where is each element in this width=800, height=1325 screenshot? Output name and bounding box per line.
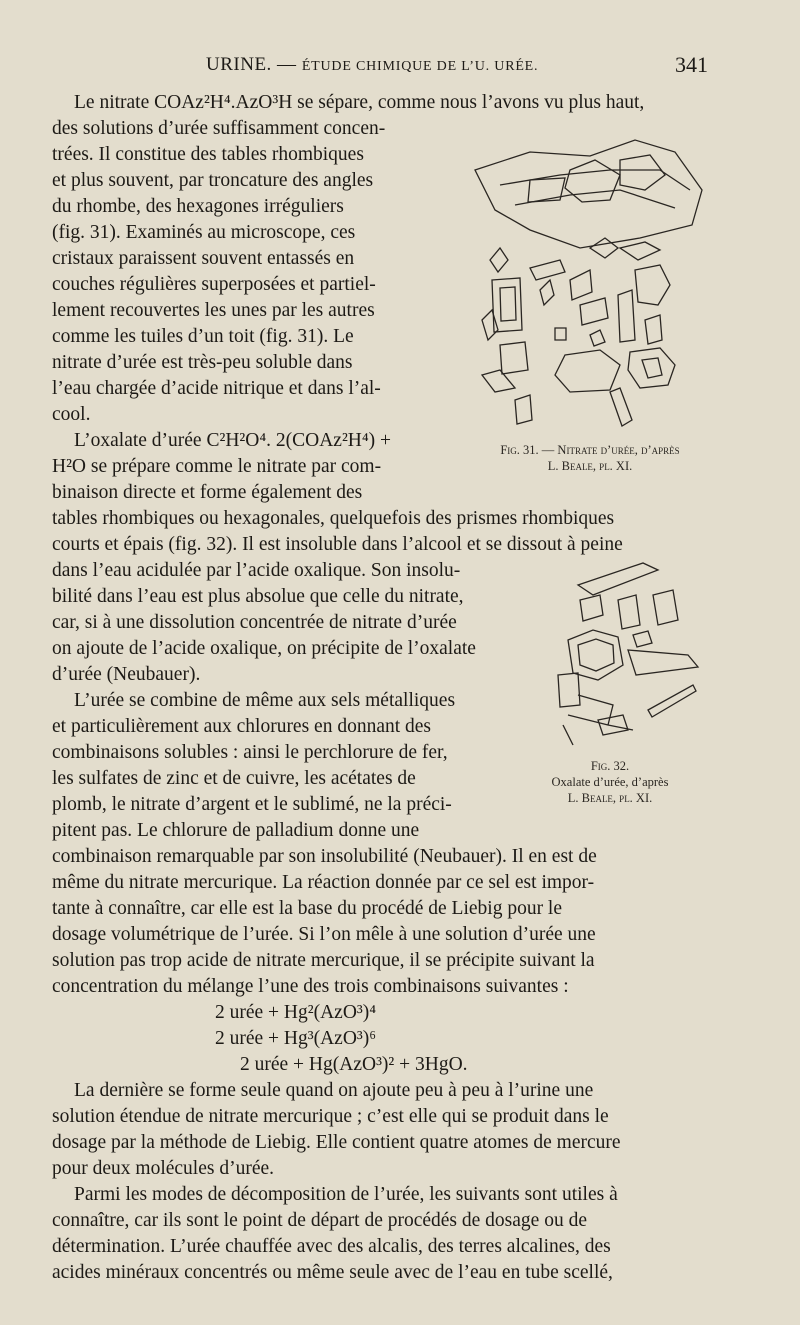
- text-line: Parmi les modes de décomposition de l’urée, les suivants sont utiles à: [74, 1184, 618, 1205]
- text-line: les sulfates de zinc et de cuivre, les acétates de: [52, 768, 416, 789]
- text-line: pour deux molécules d’urée.: [52, 1158, 275, 1179]
- crystal-prism: [628, 650, 698, 675]
- crystal-cluster: [475, 140, 702, 248]
- text-line: bilité dans l’eau est plus absolue que celle du nitrate,: [52, 586, 464, 607]
- crystal-prism: [618, 290, 635, 342]
- crystal-rhomb-inner: [642, 358, 662, 378]
- text-line: concentration du mélange l’une des trois combinaisons suivantes :: [52, 976, 569, 997]
- crystal-hexagon: [568, 630, 623, 680]
- crystal-rhomb: [490, 248, 508, 272]
- text-line: couches régulières superposées et partiel-: [52, 274, 376, 295]
- text-line: binaison directe et forme également des: [52, 482, 363, 503]
- crystal-rhomb: [633, 631, 652, 647]
- text-line: acides minéraux concentrés ou même seule avec de l’eau en tube scellé,: [52, 1262, 613, 1283]
- crystal-square: [555, 328, 566, 340]
- crystal-rhomb: [645, 315, 662, 344]
- text-line: du rhombe, des hexagones irréguliers: [52, 196, 344, 217]
- text-line: dosage volumétrique de l’urée. Si l’on mêle à une solution d’urée une: [52, 924, 596, 945]
- text-line: tables rhombiques ou hexagonales, quelquefois des prismes rhombiques: [52, 508, 615, 529]
- text-line: nitrate d’urée est très-peu soluble dans: [52, 352, 353, 373]
- crystal-edge: [515, 190, 675, 208]
- text-line: et particulièrement aux chlorures en donnant des: [52, 716, 432, 737]
- crystal-plate: [653, 590, 678, 625]
- running-subtitle: ÉTUDE CHIMIQUE DE L’U. URÉE.: [301, 59, 539, 74]
- running-header: [58, 52, 708, 82]
- text-line: solution pas trop acide de nitrate mercurique, il se précipite suivant la: [52, 950, 595, 971]
- text-line: solution étendue de nitrate mercurique ; c’est elle qui se produit dans le: [52, 1106, 609, 1127]
- text-line: L’urée se combine de même aux sels métalliques: [74, 690, 456, 711]
- text-line: H²O se prépare comme le nitrate par com-: [52, 456, 382, 477]
- text-line: car, si à une dissolution concentrée de nitrate d’urée: [52, 612, 457, 633]
- text-line: dans l’eau acidulée par l’acide oxalique. Son insolu-: [52, 560, 461, 581]
- caption-line: Oxalate d’urée, d’après: [551, 775, 669, 789]
- page-number: 341: [675, 52, 708, 77]
- crystal-hexagon-inner: [578, 639, 614, 671]
- crystal-needle: [563, 725, 573, 745]
- crystal-hexagon: [635, 265, 670, 305]
- crystal-edge: [500, 170, 690, 190]
- crystal-plate-inner: [500, 287, 516, 321]
- text-line: La dernière se forme seule quand on ajoute peu à peu à l’urine une: [74, 1080, 594, 1101]
- text-line: cool.: [52, 404, 91, 425]
- crystal-rhomb: [598, 715, 628, 735]
- caption-line: Fig. 32.: [590, 759, 630, 773]
- figure-32-caption: [510, 758, 710, 806]
- text-line: l’eau chargée d’acide nitrique et dans l’al-: [52, 378, 381, 399]
- crystal-hexagon: [565, 160, 620, 202]
- text-line: connaître, car ils sont le point de départ de procédés de dosage ou de: [52, 1210, 587, 1231]
- text-line: lement recouvertes les unes par les autres: [52, 300, 375, 321]
- text-line: (fig. 31). Examinés au microscope, ces: [52, 222, 356, 243]
- text-line: trées. Il constitue des tables rhombiques: [52, 144, 364, 165]
- text-line: détermination. L’urée chauffée avec des alcalis, des terres alcalines, des: [52, 1236, 611, 1257]
- text-line: d’urée (Neubauer).: [52, 664, 201, 685]
- crystal-rhomb: [580, 298, 608, 325]
- crystal-rhomb: [530, 260, 565, 280]
- formula-line: 2 urée + Hg(AzO³)² + 3HgO.: [240, 1054, 468, 1075]
- formula-line: 2 urée + Hg³(AzO³)⁶: [215, 1028, 377, 1049]
- text-line: cristaux paraissent souvent entassés en: [52, 248, 355, 269]
- crystal-hexagon: [628, 348, 675, 388]
- crystal-cluster-small: [555, 350, 620, 392]
- figure-31-caption: [470, 442, 710, 474]
- crystal-needle: [610, 388, 632, 426]
- text-line: combinaison remarquable par son insolubilité (Neubauer). Il en est de: [52, 846, 597, 867]
- crystal-rhomb: [528, 178, 565, 202]
- crystal-needle: [648, 685, 696, 717]
- text-line: même du nitrate mercurique. La réaction donnée par ce sel est impor-: [52, 872, 595, 893]
- text-line: combinaisons solubles : ainsi le perchlorure de fer,: [52, 742, 448, 763]
- text-line: dosage par la méthode de Liebig. Elle contient quatre atomes de mercure: [52, 1132, 621, 1153]
- caption-line: L. Beale, pl. XI.: [547, 459, 633, 473]
- text-line: des solutions d’urée suffisamment concen-: [52, 118, 386, 139]
- crystal-rhomb: [570, 270, 592, 300]
- crystal-plate: [618, 595, 640, 629]
- crystal-prism: [558, 673, 580, 707]
- text-line: on ajoute de l’acide oxalique, on précipite de l’oxalate: [52, 638, 476, 659]
- text-line: et plus souvent, par troncature des angles: [52, 170, 374, 191]
- crystal-rhomb: [540, 280, 554, 305]
- formula-line: 2 urée + Hg²(AzO³)⁴: [215, 1002, 377, 1023]
- crystal-rhomb: [482, 310, 498, 340]
- crystal-needle: [578, 695, 613, 725]
- crystal-hexagon: [620, 155, 665, 190]
- text-line: Le nitrate COAz²H⁴.AzO³H se sépare, comme nous l’avons vu plus haut,: [74, 92, 645, 113]
- crystal-prism: [515, 395, 532, 424]
- crystal-prism: [578, 563, 658, 595]
- crystal-rhomb: [590, 238, 618, 258]
- crystal-rhomb: [590, 330, 605, 346]
- running-title: URINE. — ÉTUDE CHIMIQUE DE L’U. URÉE.: [206, 54, 539, 75]
- figure-32-crystals: [548, 555, 703, 755]
- crystal-plate: [500, 342, 528, 374]
- text-line: L’oxalate d’urée C²H²O⁴. 2(COAz²H⁴) +: [74, 430, 392, 451]
- text-line: plomb, le nitrate d’argent et le sublimé, ne la préci-: [52, 794, 452, 815]
- caption-line: L. Beale, pl. XI.: [567, 791, 653, 805]
- text-line: pitent pas. Le chlorure de palladium donne une: [52, 820, 420, 841]
- caption-line: Fig. 31. — Nitrate d’urée, d’après: [500, 443, 680, 457]
- crystal-rhomb: [620, 242, 660, 260]
- text-line: tante à connaître, car elle est la base du procédé de Liebig pour le: [52, 898, 563, 919]
- text-line: comme les tuiles d’un toit (fig. 31). Le: [52, 326, 354, 347]
- text-line: courts et épais (fig. 32). Il est insoluble dans l’alcool et se dissout à peine: [52, 534, 623, 555]
- crystal-rhomb: [580, 595, 603, 621]
- figure-31-crystals: [470, 130, 710, 435]
